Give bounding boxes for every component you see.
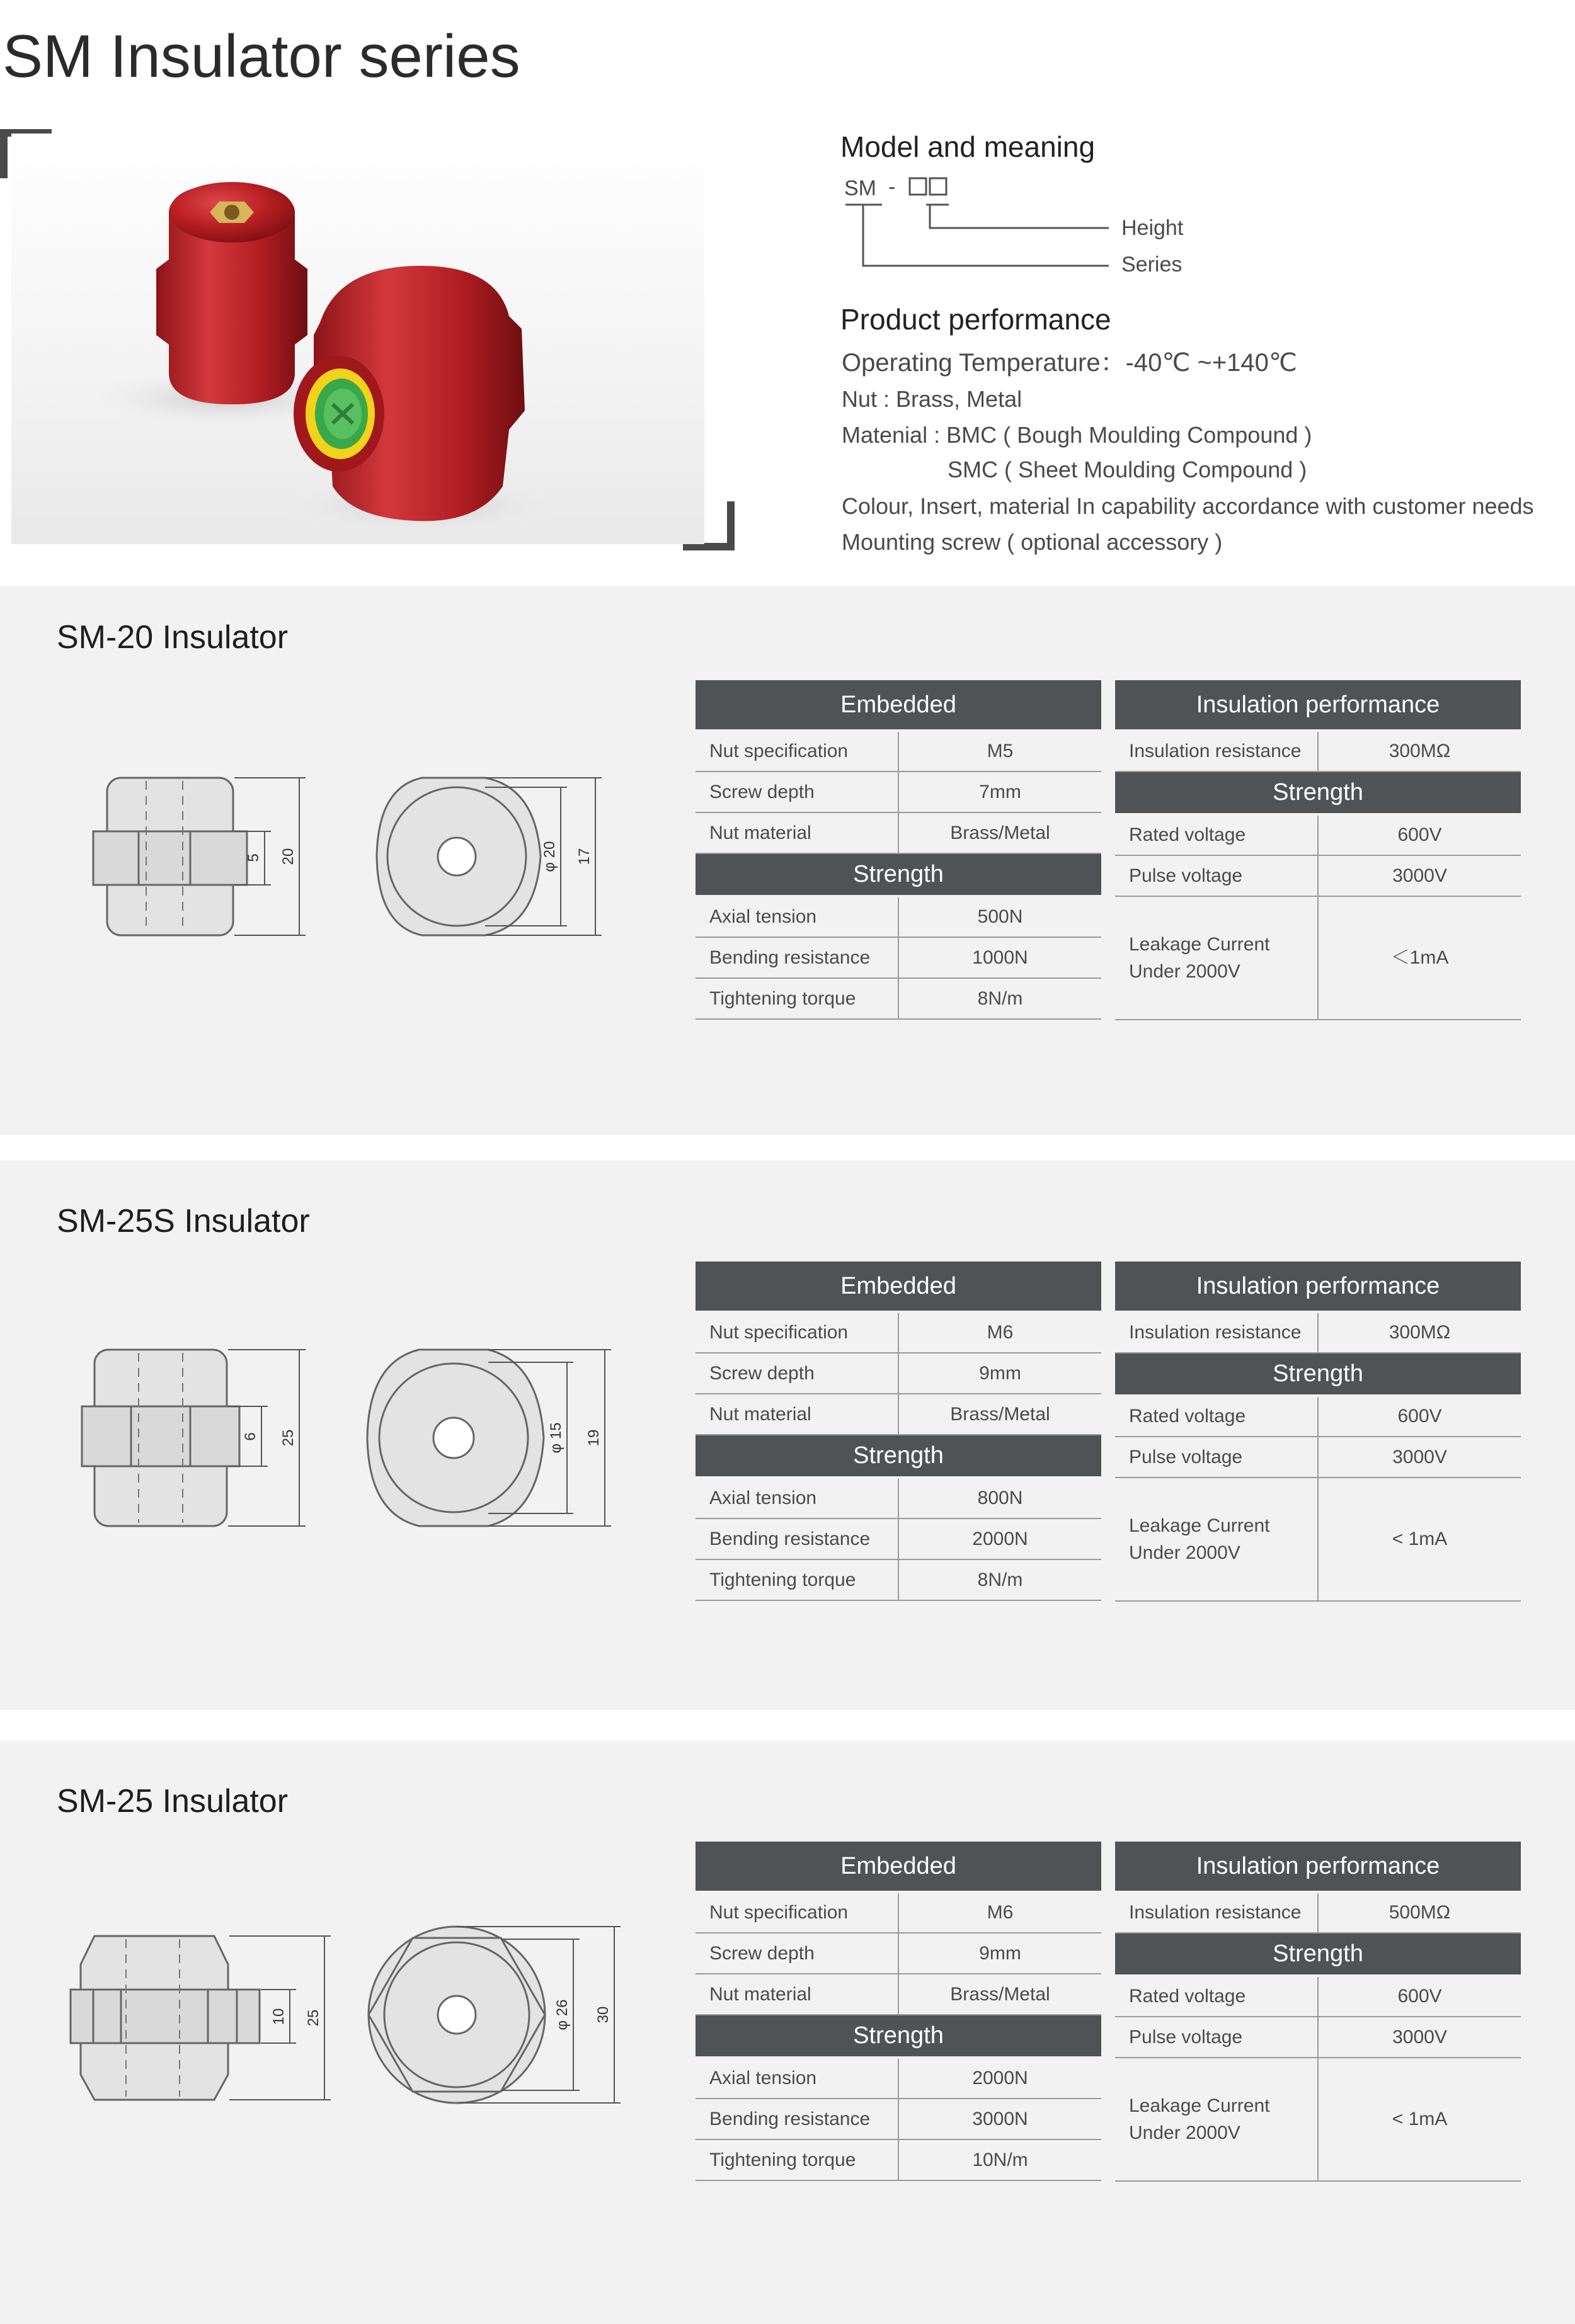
table-row [696,2058,1101,2099]
row-value: 300MΩ [1318,1312,1521,1353]
leakage-label-1: Leakage Current [1129,1515,1270,1536]
leakage-value: < 1mA [1318,2058,1521,2181]
row-value: 600V [1318,1396,1521,1437]
row-label: Bending resistance [696,937,898,978]
table-row [1115,896,1521,1020]
model-heading: Model and meaning [840,130,1096,163]
table-row [696,978,1101,1019]
dim-outer: 30 [595,2006,612,2024]
page-title: SM Insulator series [3,23,520,90]
table-row [696,1353,1101,1394]
row-value: 8N/m [898,1559,1101,1600]
model-code-prefix: SM [844,176,876,200]
side-view-drawing [88,768,315,951]
row-label: Tightening torque [696,1559,898,1600]
embedded-table [696,1842,1101,2181]
model-code-dash: - [888,175,896,199]
row-value: 1000N [898,937,1101,978]
row-label: Nut material [696,1394,898,1435]
row-value: 9mm [898,1353,1101,1394]
model-diagram-lines [844,176,1121,277]
leakage-label [1115,2058,1318,2181]
row-value: M5 [898,731,1101,772]
row-value: M6 [898,1312,1101,1353]
leakage-value: < 1mA [1318,1478,1521,1601]
table-row [696,937,1101,978]
row-label: Rated voltage [1115,814,1318,855]
material-text-2: SMC ( Sheet Moulding Compound ) [948,457,1307,482]
strength-header: Strength [696,853,1101,896]
row-label: Axial tension [696,1478,898,1518]
leakage-label-2: Under 2000V [1129,1542,1240,1563]
row-label: Insulation resistance [1115,731,1318,772]
row-value: 500MΩ [1318,1892,1521,1933]
embedded-header: Embedded [696,680,1101,731]
insulation-table [1115,1262,1521,1602]
insulation-header: Insulation performance [1115,680,1521,731]
embedded-header: Embedded [696,1842,1101,1892]
dim-diameter: φ 26 [554,1999,571,2031]
embedded-header: Embedded [696,1262,1101,1312]
row-label: Nut material [696,812,898,853]
table-row [696,896,1101,937]
dim-inner: 10 [270,2008,287,2025]
table-row [1115,2058,1521,2181]
table-row [696,2139,1101,2180]
side-view-drawing [76,1343,315,1539]
row-label: Insulation resistance [1115,1892,1318,1933]
strength-header: Strength [1115,772,1521,814]
table-row [1115,814,1521,855]
row-label: Axial tension [696,2058,898,2099]
table-row [1115,1976,1521,2017]
row-value: M6 [898,1892,1101,1933]
row-label: Axial tension [696,896,898,937]
model-height-label: Height [1121,216,1184,240]
row-value: 500N [898,896,1101,937]
section-title: SM-25 Insulator [57,1783,289,1820]
section-sm20 [0,586,1575,1135]
dim-height: 25 [305,2009,322,2027]
operating-temperature: Operating Temperature：-40℃ ~+140℃ [842,349,1297,377]
frame-corner-top-left-vert [0,129,8,178]
row-value: 3000V [1318,2017,1521,2058]
table-row [1115,731,1521,772]
row-label: Screw depth [696,1353,898,1394]
row-label: Insulation resistance [1115,1312,1318,1353]
mounting-text: Mounting screw ( optional accessory ) [842,529,1223,555]
row-label: Pulse voltage [1115,1437,1318,1478]
insulator-product-image [11,134,704,544]
insulation-header: Insulation performance [1115,1842,1521,1892]
strength-header: Strength [696,2015,1101,2058]
insulation-table [1115,1842,1521,2182]
dim-height: 20 [280,848,297,865]
table-row [1115,855,1521,896]
section-title: SM-20 Insulator [57,619,289,656]
table-row [696,2099,1101,2139]
dim-inner: 6 [242,1432,259,1441]
leakage-value: ＜1mA [1318,896,1521,1020]
top-view-drawing [362,1920,627,2116]
dim-diameter: φ 15 [547,1422,564,1454]
strength-header: Strength [1115,1353,1521,1396]
table-row [696,1892,1101,1933]
table-row [696,1559,1101,1600]
row-value: 2000N [898,2058,1101,2099]
embedded-table [696,1262,1101,1601]
dim-height: 25 [280,1429,297,1447]
row-label: Bending resistance [696,2099,898,2139]
row-label: Nut specification [696,1312,898,1353]
table-row [696,812,1101,853]
table-row [696,1394,1101,1435]
row-value: 600V [1318,814,1521,855]
nut-material-text: Nut : Brass, Metal [842,386,1022,412]
row-label: Nut specification [696,1892,898,1933]
leakage-label-2: Under 2000V [1129,2122,1240,2143]
row-value: Brass/Metal [898,1394,1101,1435]
row-value: 3000V [1318,1437,1521,1478]
table-row [1115,1396,1521,1437]
table-row [696,731,1101,772]
table-row [1115,1312,1521,1353]
top-view-drawing [362,1343,614,1539]
product-photo [11,134,704,544]
colour-text: Colour, Insert, material In capability accordance with customer needs [842,493,1534,519]
leakage-label-1: Leakage Current [1129,933,1270,955]
row-label: Pulse voltage [1115,855,1318,896]
row-value: 3000N [898,2099,1101,2139]
table-row [696,1933,1101,1974]
table-row [696,1312,1101,1353]
table-row [1115,1437,1521,1478]
section-sm25 [0,1741,1575,2324]
row-value: 2000N [898,1518,1101,1559]
row-label: Nut material [696,1974,898,2015]
embedded-table [696,680,1101,1020]
table-row [696,772,1101,812]
insulation-table [1115,680,1521,1020]
table-row [1115,1892,1521,1933]
strength-header: Strength [696,1435,1101,1478]
row-value: 3000V [1318,855,1521,896]
performance-heading: Product performance [840,303,1111,336]
table-row [696,1518,1101,1559]
row-value: 7mm [898,772,1101,812]
dim-outer: 17 [576,848,593,865]
row-label: Screw depth [696,1933,898,1974]
leakage-label [1115,896,1318,1020]
row-label: Rated voltage [1115,1976,1318,2017]
row-label: Tightening torque [696,978,898,1019]
leakage-label [1115,1478,1318,1601]
row-value: 10N/m [898,2139,1101,2180]
row-value: 600V [1318,1976,1521,2017]
top-view-drawing [372,768,611,951]
leakage-label-2: Under 2000V [1129,961,1240,982]
table-row [1115,2017,1521,2058]
model-series-label: Series [1121,253,1183,276]
section-sm25s [0,1161,1575,1710]
dim-outer: 19 [585,1429,602,1447]
leakage-label-1: Leakage Current [1129,2095,1270,2116]
row-label: Tightening torque [696,2139,898,2180]
row-value: Brass/Metal [898,812,1101,853]
insulation-header: Insulation performance [1115,1262,1521,1312]
row-label: Nut specification [696,731,898,772]
material-text-1: Matenial : BMC ( Bough Moulding Compound ) [842,422,1312,448]
strength-header: Strength [1115,1933,1521,1976]
row-value: 9mm [898,1933,1101,1974]
row-label: Screw depth [696,772,898,812]
dim-diameter: φ 20 [541,841,558,872]
section-title: SM-25S Insulator [57,1203,310,1239]
table-row [696,1974,1101,2015]
table-row [1115,1478,1521,1601]
row-value: 8N/m [898,978,1101,1019]
row-label: Rated voltage [1115,1396,1318,1437]
row-value: Brass/Metal [898,1974,1101,2015]
side-view-drawing [63,1930,340,2112]
row-label: Pulse voltage [1115,2017,1318,2058]
row-label: Bending resistance [696,1518,898,1559]
table-row [696,1478,1101,1518]
dim-inner: 5 [245,853,262,862]
row-value: 300MΩ [1318,731,1521,772]
frame-corner-bottom-right-vert [727,501,735,550]
row-value: 800N [898,1478,1101,1518]
